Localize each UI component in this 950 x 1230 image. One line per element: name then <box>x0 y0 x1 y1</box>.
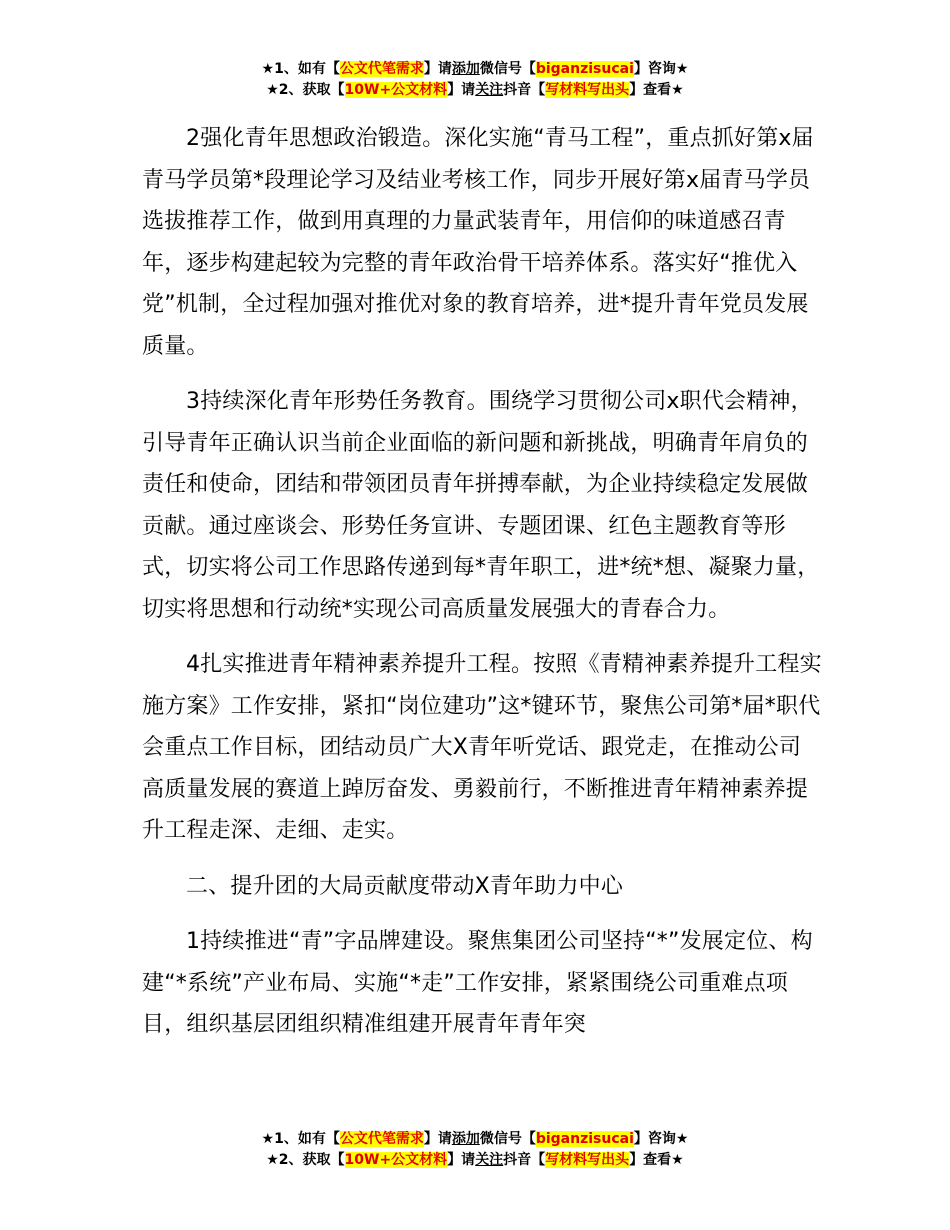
footer-line-1-prefix: ★1、如有【 <box>261 1131 340 1147</box>
footer-underline-add: 添加 <box>451 1131 480 1147</box>
footer-underline-follow: 关注 <box>475 1152 504 1168</box>
header-line-2-text-2: 抖音【 <box>503 82 546 98</box>
footer-highlight-materials: 10W+公文材料 <box>344 1152 448 1168</box>
header-line-1-suffix: 】咨询★ <box>633 61 689 77</box>
footer-line-1-text: 】请 <box>423 1131 452 1147</box>
header-underline-add: 添加 <box>451 61 480 77</box>
header-banner <box>0 59 950 101</box>
header-line-1-prefix: ★1、如有【 <box>261 61 340 77</box>
header-line-1-text-2: 微信号【 <box>479 61 536 77</box>
header-underline-follow: 关注 <box>475 82 504 98</box>
footer-highlight-douyin: 写材料写出头 <box>545 1152 630 1168</box>
header-highlight-douyin: 写材料写出头 <box>545 82 630 98</box>
header-line-1 <box>0 59 950 80</box>
header-line-2-prefix: ★2、获取【 <box>266 82 345 98</box>
paragraph-2-political-training: 2强化青年思想政治锻造。深化实施“青马工程”，重点抓好第x届青马学员第*段理论学习及结业考核工作，同步开展好第x届青马学员选拔推荐工作，做到用真理的力量武装青年，用信仰的味道感召青年，逐步构建起较为完整的青年政治骨干培养体系。落实好“推优入党”机制，全过程加强对推优对象的教育培养，进*提升青年党员发展质量。 <box>142 126 814 359</box>
header-line-1-text: 】请 <box>423 61 452 77</box>
footer-line-1-text-2: 微信号【 <box>479 1131 536 1147</box>
footer-line-1 <box>0 1129 950 1150</box>
footer-highlight-wechat: biganzisucai <box>535 1131 634 1147</box>
footer-line-1-suffix: 】咨询★ <box>633 1131 689 1147</box>
header-highlight-wechat: biganzisucai <box>535 61 634 77</box>
header-highlight-materials: 10W+公文材料 <box>344 82 448 98</box>
footer-line-2-prefix: ★2、获取【 <box>266 1152 345 1168</box>
footer-line-2 <box>0 1150 950 1171</box>
header-line-2 <box>0 80 950 101</box>
paragraph-3-situation-education: 3持续深化青年形势任务教育。围绕学习贯彻公司x职代会精神，引导青年正确认识当前企业面临的新问题和新挑战，明确青年肩负的责任和使命，团结和带领团员青年拼搏奉献，为企业持续稳定发展做贡献。通过座谈会、形势任务宣讲、专题团课、红色主题教育等形式，切实将公司工作思路传递到每*青年职工，进*统*想、凝聚力量，切实将思想和行动统*实现公司高质量发展强大的青春合力。 <box>142 389 820 622</box>
paragraph-1-brand-building: 1持续推进“青”字品牌建设。聚焦集团公司坚持“*”发展定位、构建“*系统”产业布局、实施“*走”工作安排，紧紧围绕公司重难点项目，组织基层团组织精准组建开展青年青年突 <box>142 929 813 1037</box>
footer-line-2-suffix: 】查看★ <box>629 1152 684 1168</box>
header-line-2-suffix: 】查看★ <box>629 82 684 98</box>
footer-line-2-text: 】请 <box>447 1152 476 1168</box>
section-heading-2: 二、提升团的大局贡献度带动X青年助力中心 <box>186 873 624 899</box>
header-line-2-text: 】请 <box>447 82 476 98</box>
footer-banner <box>0 1129 950 1171</box>
document-body <box>142 118 822 1046</box>
header-highlight-service: 公文代笔需求 <box>339 61 424 77</box>
paragraph-4-spirit-literacy: 4扎实推进青年精神素养提升工程。按照《青精神素养提升工程实施方案》工作安排，紧扣“岗位建功”这*键环节，聚焦公司第*届*职代会重点工作目标，团结动员广大X青年听党话、跟党走，在推动公司高质量发展的赛道上踔厉奋发、勇毅前行，不断推进青年精神素养提升工程走深、走细、走实。 <box>142 652 822 843</box>
footer-highlight-service: 公文代笔需求 <box>339 1131 424 1147</box>
footer-line-2-text-2: 抖音【 <box>503 1152 546 1168</box>
